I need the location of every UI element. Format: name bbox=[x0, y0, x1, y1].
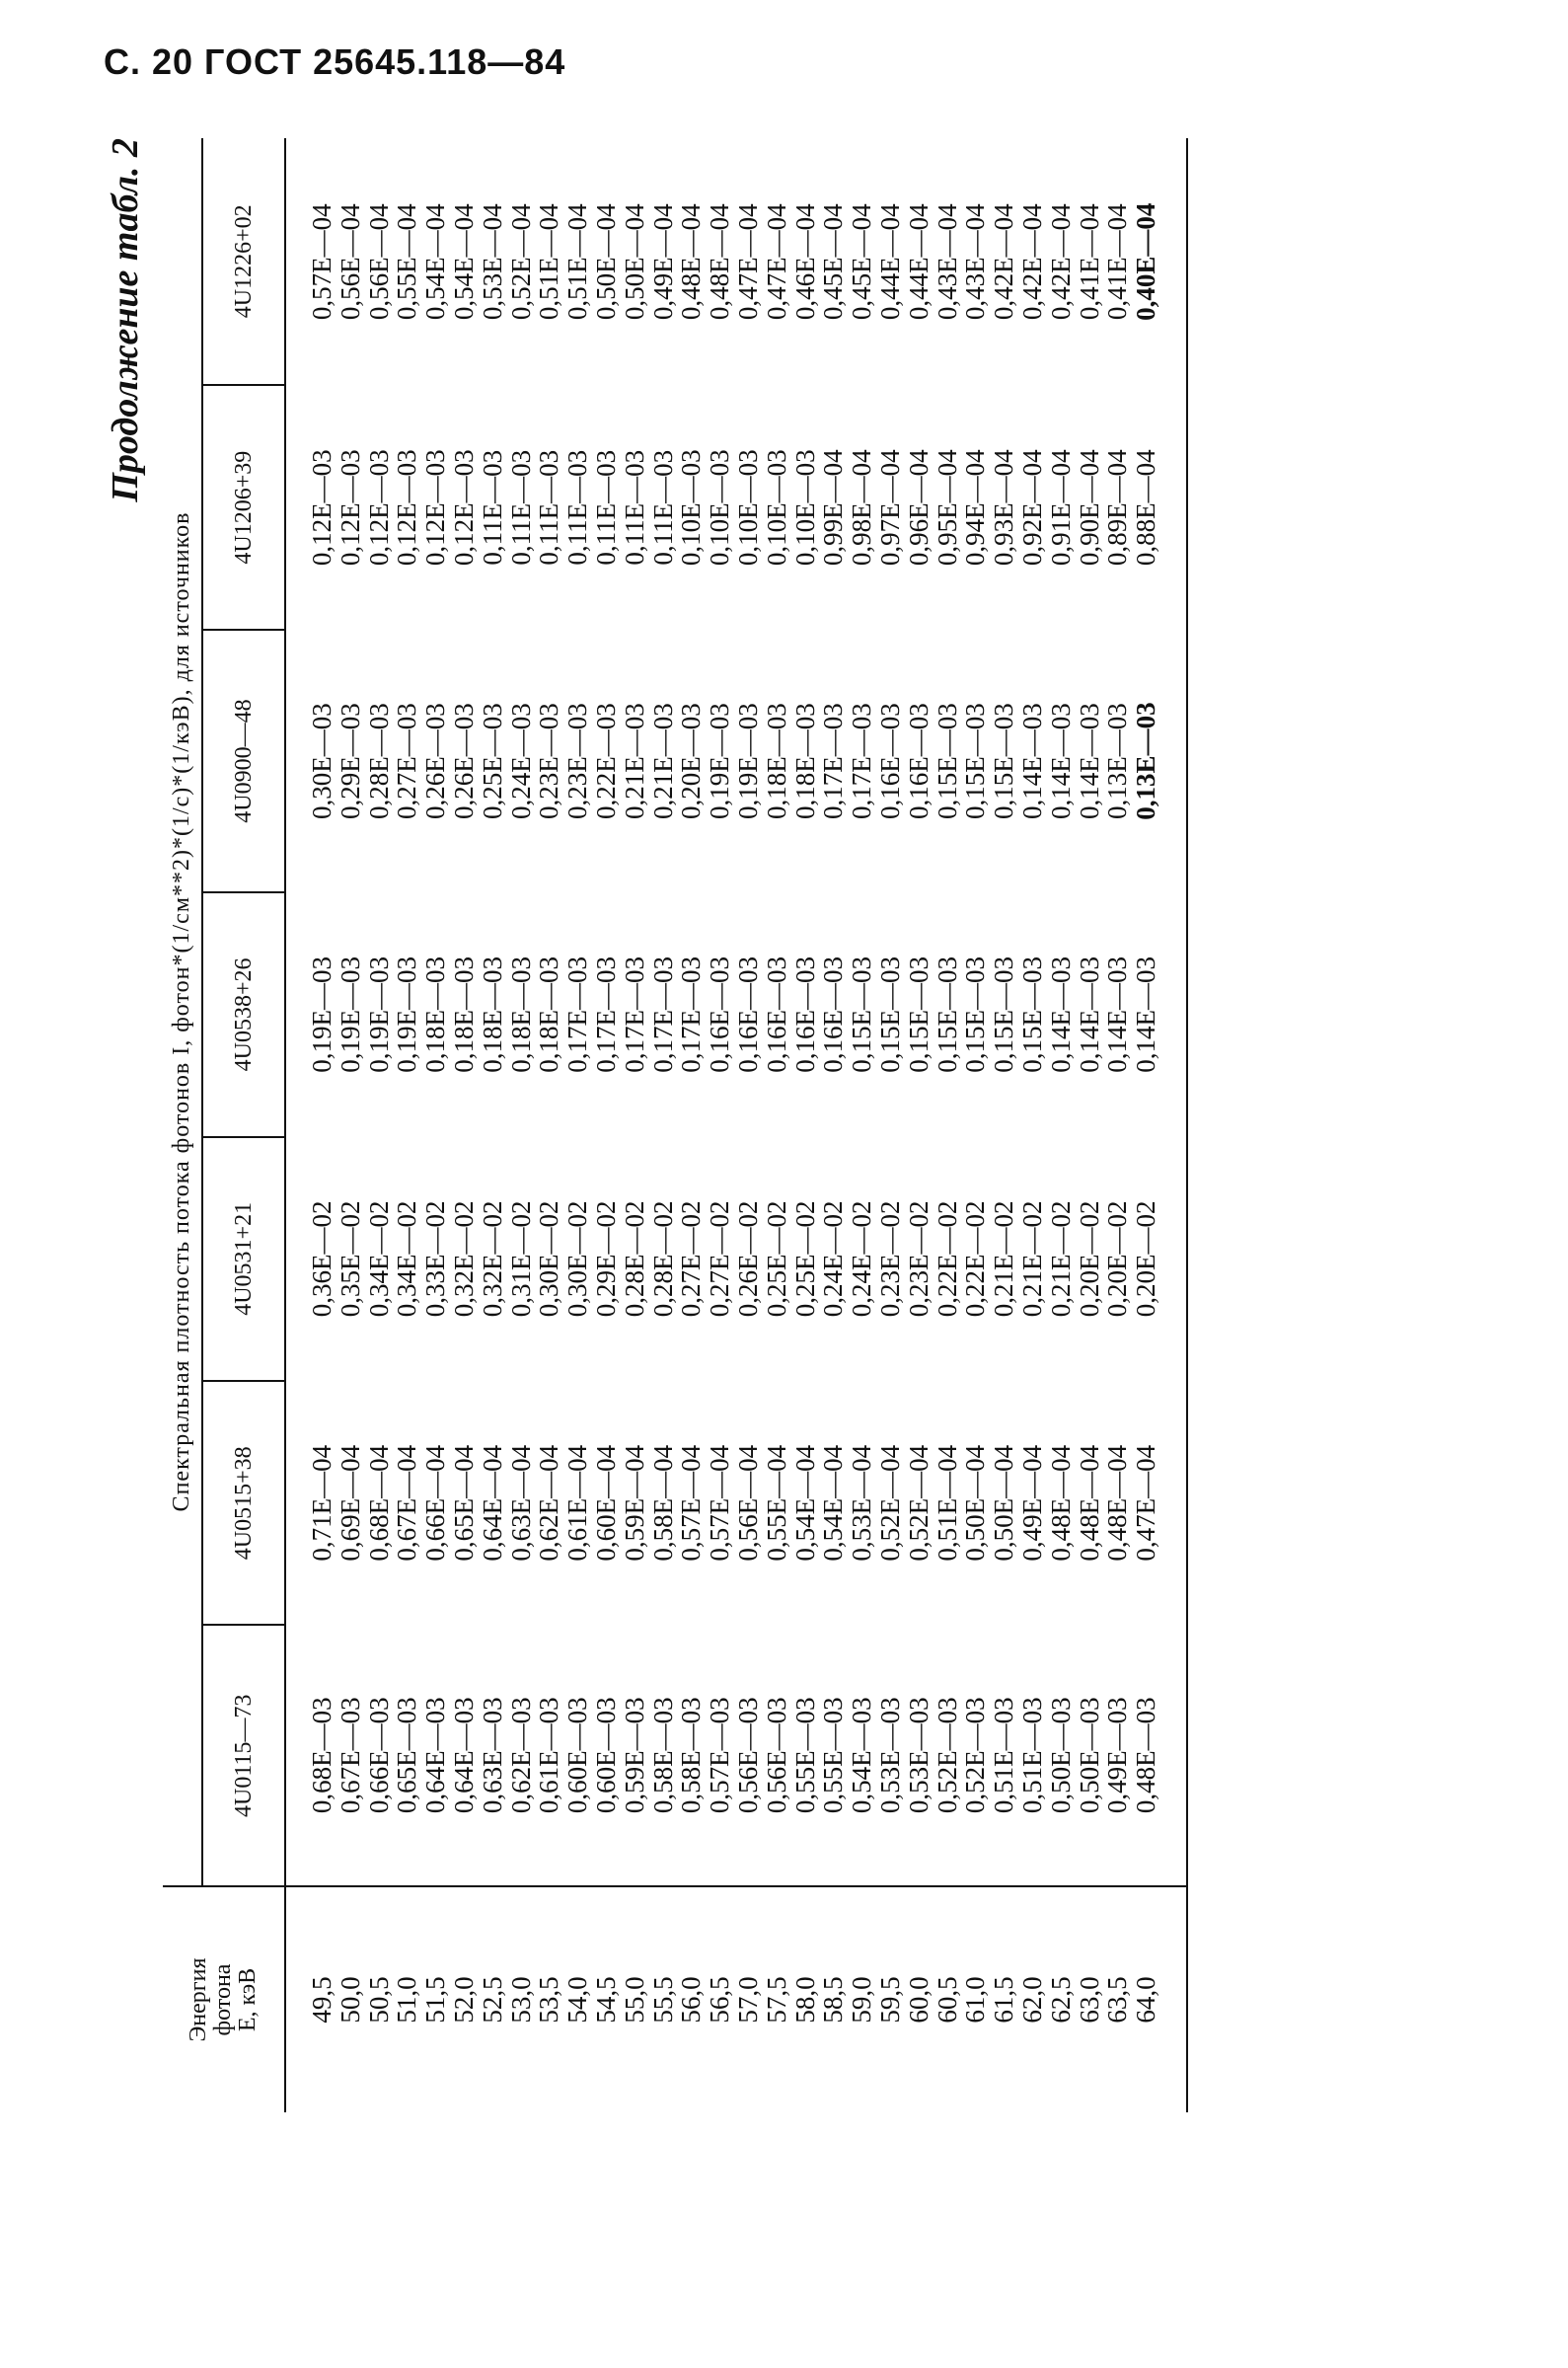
value-cell: 0,11E—03 bbox=[477, 449, 507, 566]
value-cell: 0,42E—04 bbox=[1045, 203, 1076, 321]
value-cell: 0,17E—03 bbox=[676, 956, 707, 1073]
value-cell: 0,24E—03 bbox=[505, 703, 536, 819]
value-cell: 0,16E—03 bbox=[874, 703, 905, 819]
value-cell: 0,55E—03 bbox=[789, 1697, 820, 1814]
value-cell: 0,51E—03 bbox=[1016, 1697, 1047, 1814]
energy-cell: 62,0 bbox=[1018, 1886, 1047, 2112]
energy-cell: 55,0 bbox=[621, 1886, 649, 2112]
value-cell: 0,24E—02 bbox=[847, 1200, 877, 1318]
source-header: 4U0531+21 bbox=[202, 1137, 285, 1381]
energy-cell: 62,5 bbox=[1047, 1886, 1076, 2112]
value-cell: 0,71E—04 bbox=[307, 1444, 336, 1562]
value-cell: 0,30E—02 bbox=[562, 1200, 593, 1318]
value-cell: 0,10E—03 bbox=[705, 449, 735, 567]
table-row bbox=[365, 138, 394, 2112]
energy-cell: 59,0 bbox=[848, 1886, 876, 2112]
energy-cell: 54,0 bbox=[563, 1886, 592, 2112]
value-cell: 0,99E—04 bbox=[818, 449, 849, 567]
table-row bbox=[1103, 138, 1132, 2112]
value-cell: 0,22E—02 bbox=[960, 1200, 991, 1318]
value-cell: 0,50E—03 bbox=[1074, 1697, 1104, 1814]
value-cell: 0,16E—03 bbox=[732, 956, 763, 1073]
energy-cell: 52,5 bbox=[479, 1886, 507, 2112]
value-cell: 0,69E—04 bbox=[335, 1444, 365, 1562]
energy-cell: 57,5 bbox=[763, 1886, 791, 2112]
value-cell: 0,16E—03 bbox=[903, 703, 933, 819]
value-cell: 0,50E—03 bbox=[1045, 1697, 1076, 1814]
source-header: 4U1206+39 bbox=[202, 385, 285, 629]
value-cell: 0,30E—03 bbox=[307, 703, 336, 819]
value-cell: 0,17E—03 bbox=[818, 703, 849, 819]
value-cell: 0,52E—04 bbox=[874, 1444, 905, 1562]
value-cell: 0,56E—04 bbox=[363, 203, 394, 321]
energy-cell: 58,5 bbox=[819, 1886, 848, 2112]
energy-cell: 59,5 bbox=[876, 1886, 905, 2112]
value-cell: 0,52E—03 bbox=[932, 1697, 962, 1814]
value-cell: 0,57E—04 bbox=[307, 203, 336, 321]
energy-cell: 50,5 bbox=[365, 1886, 394, 2112]
value-cell: 0,45E—04 bbox=[818, 203, 849, 321]
value-cell: 0,41E—04 bbox=[1102, 203, 1133, 321]
value-cell: 0,18E—03 bbox=[505, 956, 536, 1073]
value-cell: 0,17E—03 bbox=[619, 956, 649, 1073]
value-cell: 0,13E—03 bbox=[1132, 630, 1187, 892]
value-cell: 0,16E—03 bbox=[789, 956, 820, 1073]
value-cell: 0,16E—03 bbox=[761, 956, 791, 1073]
value-cell: 0,14E—03 bbox=[1016, 703, 1047, 819]
value-cell: 0,11E—03 bbox=[505, 449, 536, 566]
energy-cell: 53,0 bbox=[507, 1886, 536, 2112]
value-cell: 0,11E—03 bbox=[534, 449, 564, 566]
value-cell: 0,29E—03 bbox=[335, 703, 365, 819]
value-cell: 0,97E—04 bbox=[874, 449, 905, 567]
energy-cell: 63,5 bbox=[1103, 1886, 1132, 2112]
value-cell: 0,13E—03 bbox=[1102, 703, 1133, 819]
value-cell: 0,61E—03 bbox=[534, 1697, 564, 1814]
value-cell: 0,48E—04 bbox=[676, 203, 707, 321]
energy-header-line1: Энергия bbox=[185, 1957, 211, 2042]
value-cell: 0,98E—04 bbox=[847, 449, 877, 567]
value-cell: 0,63E—04 bbox=[505, 1444, 536, 1562]
table-row bbox=[706, 138, 734, 2112]
table-row bbox=[336, 138, 365, 2112]
value-cell: 0,15E—03 bbox=[1016, 956, 1047, 1073]
value-cell: 0,33E—02 bbox=[420, 1200, 451, 1318]
value-cell: 0,94E—04 bbox=[960, 449, 991, 567]
value-cell: 0,92E—04 bbox=[1016, 449, 1047, 567]
table-row bbox=[791, 138, 820, 2112]
table-row bbox=[1047, 138, 1076, 2112]
value-cell: 0,56E—03 bbox=[732, 1697, 763, 1814]
value-cell: 0,59E—04 bbox=[619, 1444, 649, 1562]
value-cell: 0,12E—03 bbox=[307, 449, 336, 567]
table-row bbox=[450, 138, 479, 2112]
value-cell: 0,58E—03 bbox=[676, 1697, 707, 1814]
value-cell: 0,51E—03 bbox=[989, 1697, 1019, 1814]
value-cell: 0,54E—04 bbox=[420, 203, 451, 321]
value-cell: 0,18E—03 bbox=[534, 956, 564, 1073]
value-cell: 0,40E—04 bbox=[1132, 138, 1187, 385]
value-cell: 0,51E—04 bbox=[562, 203, 593, 321]
value-cell: 0,26E—02 bbox=[732, 1200, 763, 1318]
value-cell: 0,25E—02 bbox=[789, 1200, 820, 1318]
source-header: 4U1226+02 bbox=[202, 138, 285, 385]
value-cell: 0,50E—04 bbox=[989, 1444, 1019, 1562]
value-cell: 0,10E—03 bbox=[761, 449, 791, 567]
value-cell: 0,47E—04 bbox=[732, 203, 763, 321]
value-cell: 0,24E—02 bbox=[818, 1200, 849, 1318]
value-cell: 0,65E—04 bbox=[448, 1444, 479, 1562]
value-cell: 0,50E—04 bbox=[619, 203, 649, 321]
group-header: Спектральная плотность потока фотонов I, фотон*(1/см**2)*(1/с)*(1/кэВ), для источников bbox=[163, 138, 202, 1886]
value-cell: 0,52E—03 bbox=[960, 1697, 991, 1814]
value-cell: 0,42E—04 bbox=[989, 203, 1019, 321]
value-cell: 0,15E—03 bbox=[903, 956, 933, 1073]
table-row bbox=[819, 138, 848, 2112]
value-cell: 0,12E—03 bbox=[363, 449, 394, 567]
value-cell: 0,64E—03 bbox=[448, 1697, 479, 1814]
table-row bbox=[763, 138, 791, 2112]
table-row bbox=[535, 138, 563, 2112]
value-cell: 0,11E—03 bbox=[562, 449, 593, 566]
value-cell: 0,32E—02 bbox=[448, 1200, 479, 1318]
value-cell: 0,20E—02 bbox=[1132, 1137, 1187, 1381]
value-cell: 0,48E—04 bbox=[1045, 1444, 1076, 1562]
value-cell: 0,26E—03 bbox=[448, 703, 479, 819]
value-cell: 0,67E—03 bbox=[335, 1697, 365, 1814]
value-cell: 0,55E—04 bbox=[392, 203, 422, 321]
energy-cell: 60,0 bbox=[905, 1886, 933, 2112]
value-cell: 0,47E—04 bbox=[761, 203, 791, 321]
value-cell: 0,68E—04 bbox=[363, 1444, 394, 1562]
value-cell: 0,53E—03 bbox=[874, 1697, 905, 1814]
value-cell: 0,90E—04 bbox=[1074, 449, 1104, 567]
energy-cell: 64,0 bbox=[1132, 1886, 1187, 2112]
value-cell: 0,41E—04 bbox=[1074, 203, 1104, 321]
value-cell: 0,34E—02 bbox=[392, 1200, 422, 1318]
value-cell: 0,88E—04 bbox=[1132, 385, 1187, 629]
value-cell: 0,26E—03 bbox=[420, 703, 451, 819]
table-row bbox=[421, 138, 450, 2112]
value-cell: 0,50E—04 bbox=[960, 1444, 991, 1562]
value-cell: 0,54E—04 bbox=[789, 1444, 820, 1562]
energy-cell: 61,0 bbox=[961, 1886, 990, 2112]
value-cell: 0,58E—03 bbox=[647, 1697, 678, 1814]
value-cell: 0,21E—03 bbox=[619, 703, 649, 819]
value-cell: 0,21E—02 bbox=[989, 1200, 1019, 1318]
value-cell: 0,62E—03 bbox=[505, 1697, 536, 1814]
value-cell: 0,58E—04 bbox=[647, 1444, 678, 1562]
value-cell: 0,19E—03 bbox=[363, 956, 394, 1073]
value-cell: 0,46E—04 bbox=[789, 203, 820, 321]
value-cell: 0,19E—03 bbox=[307, 956, 336, 1073]
value-cell: 0,11E—03 bbox=[590, 449, 621, 566]
value-cell: 0,20E—03 bbox=[676, 703, 707, 819]
value-cell: 0,20E—02 bbox=[1074, 1200, 1104, 1318]
value-cell: 0,95E—04 bbox=[932, 449, 962, 567]
value-cell: 0,48E—03 bbox=[1132, 1625, 1187, 1886]
spectral-density-table bbox=[163, 138, 1188, 2112]
value-cell: 0,93E—04 bbox=[989, 449, 1019, 567]
value-cell: 0,17E—03 bbox=[847, 703, 877, 819]
value-cell: 0,54E—04 bbox=[448, 203, 479, 321]
value-cell: 0,55E—04 bbox=[761, 1444, 791, 1562]
value-cell: 0,10E—03 bbox=[676, 449, 707, 567]
value-cell: 0,48E—04 bbox=[705, 203, 735, 321]
value-cell: 0,96E—04 bbox=[903, 449, 933, 567]
value-cell: 0,57E—04 bbox=[705, 1444, 735, 1562]
energy-cell: 55,5 bbox=[649, 1886, 678, 2112]
value-cell: 0,91E—04 bbox=[1045, 449, 1076, 567]
value-cell: 0,59E—03 bbox=[619, 1697, 649, 1814]
value-cell: 0,17E—03 bbox=[562, 956, 593, 1073]
value-cell: 0,15E—03 bbox=[960, 956, 991, 1073]
table-row bbox=[848, 138, 876, 2112]
value-cell: 0,53E—03 bbox=[903, 1697, 933, 1814]
table-row bbox=[649, 138, 678, 2112]
table-row bbox=[961, 138, 990, 2112]
value-cell: 0,45E—04 bbox=[847, 203, 877, 321]
value-cell: 0,65E—03 bbox=[392, 1697, 422, 1814]
value-cell: 0,12E—03 bbox=[335, 449, 365, 567]
table-row bbox=[876, 138, 905, 2112]
value-cell: 0,31E—02 bbox=[505, 1200, 536, 1318]
value-cell: 0,27E—03 bbox=[392, 703, 422, 819]
value-cell: 0,15E—03 bbox=[932, 956, 962, 1073]
value-cell: 0,61E—04 bbox=[562, 1444, 593, 1562]
value-cell: 0,18E—03 bbox=[448, 956, 479, 1073]
page-header: С. 20 ГОСТ 25645.118—84 bbox=[104, 41, 566, 82]
value-cell: 0,21E—03 bbox=[647, 703, 678, 819]
value-cell: 0,17E—03 bbox=[590, 956, 621, 1073]
table-row bbox=[1018, 138, 1047, 2112]
value-cell: 0,15E—03 bbox=[932, 703, 962, 819]
value-cell: 0,21E—02 bbox=[1016, 1200, 1047, 1318]
value-cell: 0,23E—03 bbox=[562, 703, 593, 819]
value-cell: 0,62E—04 bbox=[534, 1444, 564, 1562]
value-cell: 0,28E—03 bbox=[363, 703, 394, 819]
value-cell: 0,48E—04 bbox=[1074, 1444, 1104, 1562]
value-cell: 0,54E—03 bbox=[847, 1697, 877, 1814]
energy-header-line3: E, кэВ bbox=[235, 1967, 261, 2032]
value-cell: 0,56E—04 bbox=[732, 1444, 763, 1562]
value-cell: 0,22E—03 bbox=[590, 703, 621, 819]
value-cell: 0,30E—02 bbox=[534, 1200, 564, 1318]
value-cell: 0,68E—03 bbox=[307, 1697, 336, 1814]
value-cell: 0,60E—03 bbox=[562, 1697, 593, 1814]
value-cell: 0,14E—03 bbox=[1074, 703, 1104, 819]
value-cell: 0,11E—03 bbox=[647, 449, 678, 566]
value-cell: 0,15E—03 bbox=[847, 956, 877, 1073]
value-cell: 0,27E—02 bbox=[705, 1200, 735, 1318]
value-cell: 0,14E—03 bbox=[1102, 956, 1133, 1073]
energy-cell: 57,0 bbox=[734, 1886, 763, 2112]
value-cell: 0,23E—02 bbox=[874, 1200, 905, 1318]
energy-cell: 58,0 bbox=[791, 1886, 820, 2112]
value-cell: 0,20E—02 bbox=[1102, 1200, 1133, 1318]
table-row bbox=[285, 138, 336, 2112]
energy-cell: 54,5 bbox=[592, 1886, 621, 2112]
value-cell: 0,53E—04 bbox=[847, 1444, 877, 1562]
value-cell: 0,56E—03 bbox=[761, 1697, 791, 1814]
energy-header-line2: фотона bbox=[209, 1963, 236, 2036]
energy-cell: 52,0 bbox=[450, 1886, 479, 2112]
value-cell: 0,60E—04 bbox=[590, 1444, 621, 1562]
value-cell: 0,18E—03 bbox=[420, 956, 451, 1073]
source-header-row bbox=[202, 138, 285, 2112]
value-cell: 0,50E—04 bbox=[590, 203, 621, 321]
value-cell: 0,10E—03 bbox=[732, 449, 763, 567]
table-caption: Продолжение табл. 2 bbox=[105, 138, 146, 502]
table-row bbox=[479, 138, 507, 2112]
energy-column-header bbox=[163, 1886, 285, 2112]
value-cell: 0,53E—04 bbox=[477, 203, 507, 321]
table-row bbox=[621, 138, 649, 2112]
value-cell: 0,54E—04 bbox=[818, 1444, 849, 1562]
source-header: 4U0900—48 bbox=[202, 630, 285, 892]
table-row bbox=[507, 138, 536, 2112]
value-cell: 0,28E—02 bbox=[619, 1200, 649, 1318]
energy-cell: 49,5 bbox=[285, 1886, 336, 2112]
rotated-table-content bbox=[104, 138, 1485, 2112]
energy-cell: 63,0 bbox=[1076, 1886, 1104, 2112]
table-body bbox=[285, 138, 1187, 2112]
value-cell: 0,44E—04 bbox=[903, 203, 933, 321]
table-row bbox=[905, 138, 933, 2112]
table-row bbox=[933, 138, 962, 2112]
value-cell: 0,55E—03 bbox=[818, 1697, 849, 1814]
table-row bbox=[1076, 138, 1104, 2112]
value-cell: 0,22E—02 bbox=[932, 1200, 962, 1318]
value-cell: 0,44E—04 bbox=[874, 203, 905, 321]
value-cell: 0,14E—03 bbox=[1045, 956, 1076, 1073]
table-row bbox=[734, 138, 763, 2112]
value-cell: 0,43E—04 bbox=[932, 203, 962, 321]
source-header: 4U0538+26 bbox=[202, 892, 285, 1136]
value-cell: 0,49E—03 bbox=[1102, 1697, 1133, 1814]
value-cell: 0,60E—03 bbox=[590, 1697, 621, 1814]
value-cell: 0,49E—04 bbox=[1016, 1444, 1047, 1562]
value-cell: 0,14E—03 bbox=[1132, 892, 1187, 1136]
value-cell: 0,64E—03 bbox=[420, 1697, 451, 1814]
value-cell: 0,48E—04 bbox=[1102, 1444, 1133, 1562]
value-cell: 0,56E—04 bbox=[335, 203, 365, 321]
value-cell: 0,18E—03 bbox=[761, 703, 791, 819]
source-header: 4U0515+38 bbox=[202, 1381, 285, 1625]
energy-cell: 51,5 bbox=[421, 1886, 450, 2112]
value-cell: 0,32E—02 bbox=[477, 1200, 507, 1318]
energy-cell: 56,5 bbox=[706, 1886, 734, 2112]
table-row bbox=[563, 138, 592, 2112]
energy-cell: 50,0 bbox=[336, 1886, 365, 2112]
value-cell: 0,51E—04 bbox=[932, 1444, 962, 1562]
value-cell: 0,14E—03 bbox=[1045, 703, 1076, 819]
value-cell: 0,51E—04 bbox=[534, 203, 564, 321]
table-row bbox=[677, 138, 706, 2112]
value-cell: 0,15E—03 bbox=[989, 703, 1019, 819]
value-cell: 0,12E—03 bbox=[392, 449, 422, 567]
value-cell: 0,12E—03 bbox=[448, 449, 479, 567]
value-cell: 0,64E—04 bbox=[477, 1444, 507, 1562]
value-cell: 0,10E—03 bbox=[789, 449, 820, 567]
value-cell: 0,19E—03 bbox=[705, 703, 735, 819]
value-cell: 0,47E—04 bbox=[1132, 1381, 1187, 1625]
table-row bbox=[393, 138, 421, 2112]
value-cell: 0,52E—04 bbox=[505, 203, 536, 321]
value-cell: 0,89E—04 bbox=[1102, 449, 1133, 567]
value-cell: 0,57E—04 bbox=[676, 1444, 707, 1562]
value-cell: 0,19E—03 bbox=[392, 956, 422, 1073]
value-cell: 0,63E—03 bbox=[477, 1697, 507, 1814]
value-cell: 0,23E—03 bbox=[534, 703, 564, 819]
value-cell: 0,16E—03 bbox=[705, 956, 735, 1073]
value-cell: 0,27E—02 bbox=[676, 1200, 707, 1318]
value-cell: 0,18E—03 bbox=[477, 956, 507, 1073]
source-header: 4U0115—73 bbox=[202, 1625, 285, 1886]
value-cell: 0,11E—03 bbox=[619, 449, 649, 566]
table-row bbox=[1132, 138, 1187, 2112]
value-cell: 0,49E—04 bbox=[647, 203, 678, 321]
value-cell: 0,19E—03 bbox=[335, 956, 365, 1073]
rotated-table-region bbox=[104, 138, 1485, 2112]
value-cell: 0,34E—02 bbox=[363, 1200, 394, 1318]
value-cell: 0,52E—04 bbox=[903, 1444, 933, 1562]
table-row bbox=[592, 138, 621, 2112]
value-cell: 0,66E—03 bbox=[363, 1697, 394, 1814]
value-cell: 0,36E—02 bbox=[307, 1200, 336, 1318]
value-cell: 0,17E—03 bbox=[647, 956, 678, 1073]
value-cell: 0,43E—04 bbox=[960, 203, 991, 321]
table-header-row bbox=[163, 138, 202, 2112]
value-cell: 0,21E—02 bbox=[1045, 1200, 1076, 1318]
energy-cell: 51,0 bbox=[393, 1886, 421, 2112]
energy-cell: 53,5 bbox=[535, 1886, 563, 2112]
table-row bbox=[990, 138, 1018, 2112]
value-cell: 0,66E—04 bbox=[420, 1444, 451, 1562]
value-cell: 0,19E—03 bbox=[732, 703, 763, 819]
value-cell: 0,42E—04 bbox=[1016, 203, 1047, 321]
value-cell: 0,29E—02 bbox=[590, 1200, 621, 1318]
value-cell: 0,18E—03 bbox=[789, 703, 820, 819]
energy-cell: 61,5 bbox=[990, 1886, 1018, 2112]
energy-cell: 60,5 bbox=[933, 1886, 962, 2112]
value-cell: 0,16E—03 bbox=[818, 956, 849, 1073]
value-cell: 0,25E—02 bbox=[761, 1200, 791, 1318]
value-cell: 0,15E—03 bbox=[874, 956, 905, 1073]
value-cell: 0,25E—03 bbox=[477, 703, 507, 819]
value-cell: 0,28E—02 bbox=[647, 1200, 678, 1318]
energy-cell: 56,0 bbox=[677, 1886, 706, 2112]
value-cell: 0,15E—03 bbox=[960, 703, 991, 819]
value-cell: 0,67E—04 bbox=[392, 1444, 422, 1562]
value-cell: 0,57E—03 bbox=[705, 1697, 735, 1814]
value-cell: 0,35E—02 bbox=[335, 1200, 365, 1318]
value-cell: 0,12E—03 bbox=[420, 449, 451, 567]
value-cell: 0,14E—03 bbox=[1074, 956, 1104, 1073]
value-cell: 0,23E—02 bbox=[903, 1200, 933, 1318]
value-cell: 0,15E—03 bbox=[989, 956, 1019, 1073]
